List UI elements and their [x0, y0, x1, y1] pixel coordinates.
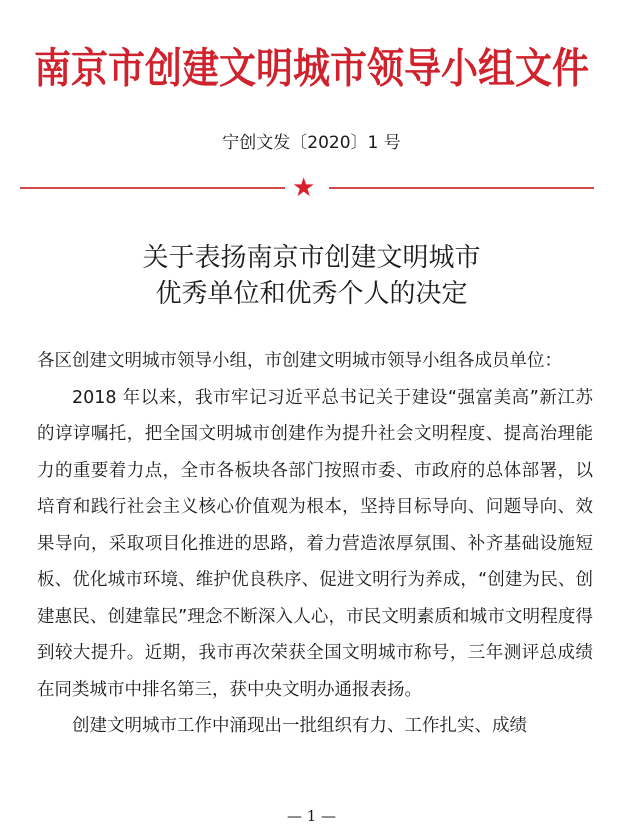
- page-number: — 1 —: [286, 807, 337, 825]
- document-title-line-1: 关于表扬南京市创建文明城市: [142, 243, 481, 273]
- body-paragraph-1: 2018 年以来，我市牢记习近平总书记关于建设“强富美高”新江苏的谆谆嘱托，把全国文明城市创建作为提升社会文明程度、提高治理能力的重要着力点，全市各板块各部门按照市委、市政府的总体部署，以培育和践行社会主义核心价值观为根本，坚持目标导向、问题导向、效果导向，采取项目化推进的思路，着力营造浓厚氛围、补齐基础设施短板、优化城市环境、维护优良秩序、促进文明行为养成，“创建为民、创建惠民、创建靠民”理念不断深入人心，市民文明素质和城市文明程度得到较大提升。近期，我市再次荣获全国文明城市称号，三年测评总成绩在同类城市中排名第三，获中央文明办通报表扬。: [37, 387, 593, 700]
- red-divider: [20, 173, 594, 203]
- document-header-title: 南京市创建文明城市领导小组文件: [34, 43, 589, 93]
- body-paragraph-2: 创建文明城市工作中涌现出一批组织有力、工作扎实、成绩: [72, 716, 527, 736]
- document-title-line-2: 优秀单位和优秀个人的决定: [155, 279, 468, 309]
- salutation: 各区创建文明城市领导小组，市创建文明城市领导小组各成员单位：: [37, 351, 562, 371]
- document-number: 宁创文发〔2020〕1 号: [222, 133, 401, 153]
- document-title: [0, 240, 623, 312]
- document-body: [37, 343, 593, 745]
- divider-line-right: [329, 187, 594, 189]
- divider-line-left: [20, 187, 285, 189]
- star-icon: ★: [292, 173, 316, 203]
